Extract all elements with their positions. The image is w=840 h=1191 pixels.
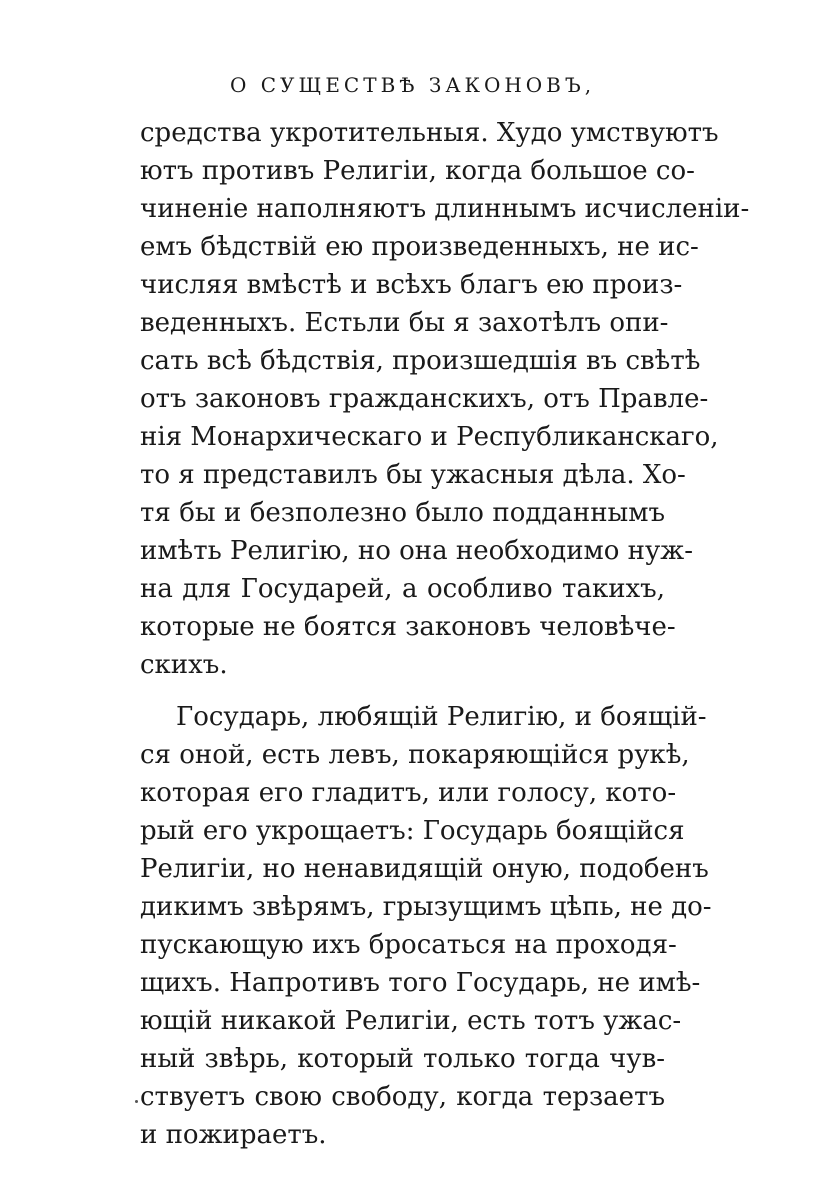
text-line: скихъ. — [140, 650, 228, 680]
paragraph-gap — [140, 684, 665, 698]
text-line: ный звѣрь, который только тогда чув- — [140, 1044, 665, 1074]
text-line: средства укротительныя. Худо умствуютъ — [140, 118, 719, 148]
text-line: которая его гладитъ, или голосу, кото- — [140, 778, 677, 808]
text-line: рый его укрощаетъ: Государь боящійся — [140, 816, 685, 846]
text-line: сать всѣ бѣдствія, произшедшія въ свѣтѣ — [140, 346, 701, 376]
paragraph-2 — [140, 698, 712, 1154]
text-line: отъ законовъ гражданскихъ, отъ Правле- — [140, 384, 709, 414]
text-line: Государь, любящій Религію, и боящій- — [176, 702, 707, 732]
text-block — [140, 114, 750, 1154]
text-line: числяя вмѣстѣ и всѣхъ благъ ею произ- — [140, 270, 683, 300]
text-line: тя бы и безполезно было подданнымъ — [140, 498, 665, 528]
text-line: то я представилъ бы ужасныя дѣла. Хо- — [140, 460, 686, 490]
text-line: ствуетъ свою свободу, когда терзаетъ — [140, 1082, 665, 1112]
text-line: дикимъ звѣрямъ, грызущимъ цѣпь, не до- — [140, 892, 712, 922]
text-line: чиненіе наполняютъ длиннымъ исчисленіи- — [140, 194, 750, 224]
text-line: на для Государей, а особливо такихъ, — [140, 574, 665, 604]
text-line: щихъ. Напротивъ того Государь, не имѣ- — [140, 968, 701, 998]
text-line: нія Монархическаго и Республиканскаго, — [140, 422, 719, 452]
running-title: О СУЩЕСТВѢ ЗАКОНОВЪ, — [230, 73, 596, 97]
paragraph-1 — [140, 114, 750, 684]
text-line: ютъ противъ Религіи, когда большое со- — [140, 156, 695, 186]
text-line: и пожираетъ. — [140, 1120, 327, 1150]
text-line: имѣть Религію, но она необходимо нуж- — [140, 536, 694, 566]
text-line: ющій никакой Религіи, есть тотъ ужас- — [140, 1006, 682, 1036]
ink-speck — [135, 1100, 138, 1103]
text-line: веденныхъ. Естьли бы я захотѣлъ опи- — [140, 308, 669, 338]
text-line: Религіи, но ненавидящій оную, подобенъ — [140, 854, 709, 884]
text-line: ся оной, есть левъ, покаряющійся рукѣ, — [140, 740, 690, 770]
text-line: емъ бѣдствій ею произведенныхъ, не ис- — [140, 232, 699, 262]
text-line: которые не боятся законовъ человѣче- — [140, 612, 676, 642]
text-line: пускающую ихъ бросаться на проходя- — [140, 930, 677, 960]
